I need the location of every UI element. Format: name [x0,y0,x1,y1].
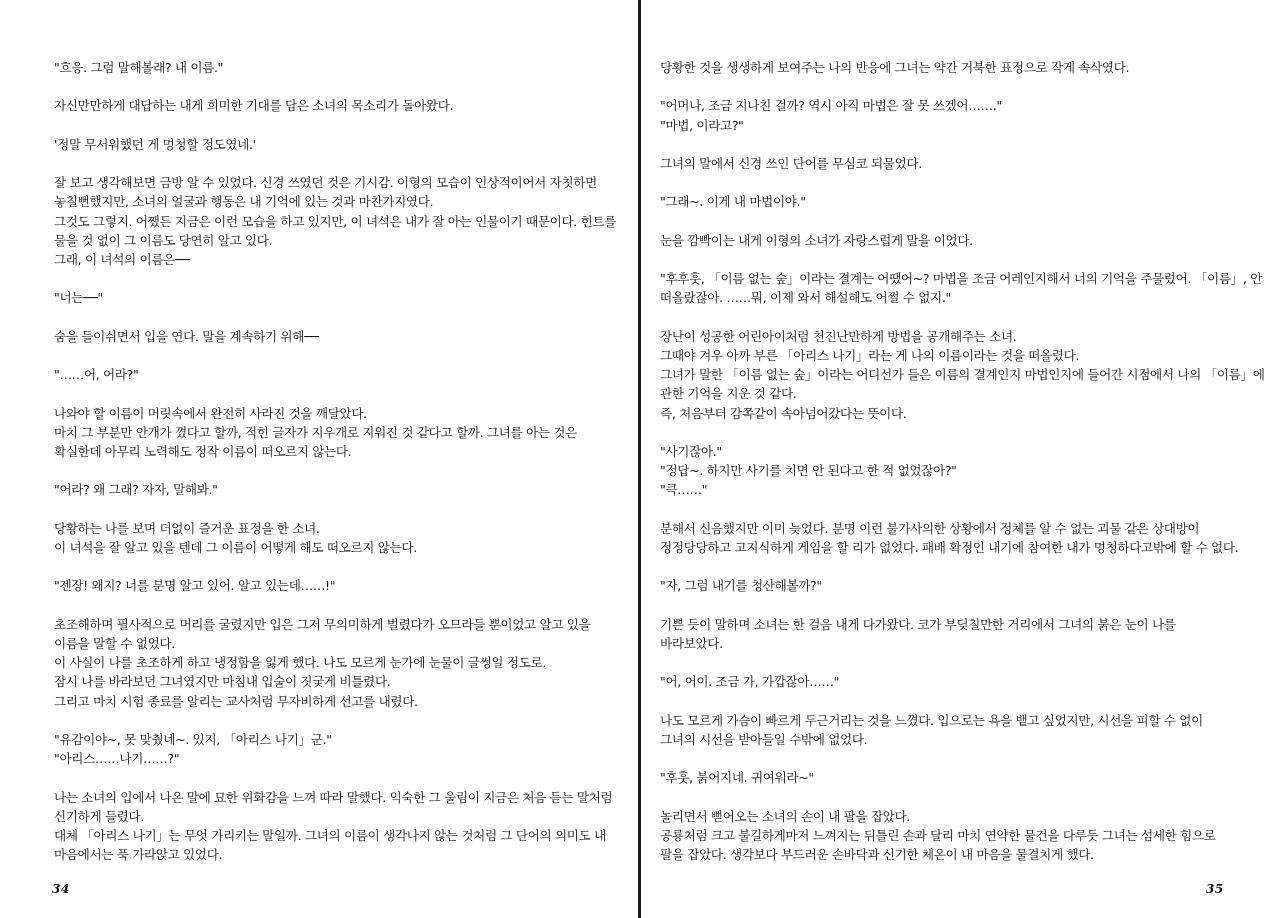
paragraph-gap [54,557,620,576]
right-page-text [660,58,1265,864]
text-line: 물을 것 없이 그 이름도 당연히 알고 있다. [54,232,273,248]
text-line: 분해서 신음했지만 이미 늦었다. 분명 이런 불가사의한 상황에서 정체를 알 수 없는 괴물 같은 상대방이 [660,520,1200,536]
text-line: 기쁜 듯이 말하며 소녀는 한 걸음 내게 다가왔다. 코가 부딪칠만한 거리에서 그녀의 붉은 눈이 나를 [660,616,1176,632]
text-line: 즉, 처음부터 감쪽같이 속아넘어갔다는 뜻이다. [660,405,907,421]
left-page-number: 34 [52,882,70,896]
text-line: "어라? 왜 그래? 자자, 말해봐." [54,482,218,498]
paragraph-gap [54,500,620,519]
text-line: 정정당당하고 고지식하게 게임을 할 리가 없었다. 패배 확정인 내기에 참여한 내가 멍청하다고밖에 할 수 없다. [660,539,1239,555]
paragraph-gap [660,308,1260,327]
paragraph-gap [660,692,1260,711]
text-line: 이 녀석을 잘 알고 있을 텐데 그 이름이 어떻게 해도 떠오르지 않는다. [54,539,417,555]
text-line: 마음에서는 푹 가라앉고 있었다. [54,847,223,863]
paragraph-gap [660,135,1260,154]
paragraph-gap [54,384,620,403]
paragraph-gap [54,269,620,288]
text-line: '정말 무서워했던 게 멍청할 정도였네.' [54,136,256,152]
paragraph-gap [54,154,620,173]
text-line: "……어, 어라?" [54,367,139,383]
text-line: 당황한 것을 생생하게 보여주는 나의 반응에 그녀는 약간 거북한 표정으로 작게 속삭였다. [660,60,1130,75]
text-line: "후후훗, 「이름 없는 숲」이라는 결계는 어땠어~? 마법을 조금 어레인지해서 너의 기억을 주물렀어. 「이름」, 안 [660,271,1263,287]
text-line: 떠올랐잖아. ……뭐, 이제 와서 해설해도 어쩔 수 없지." [660,290,951,306]
paragraph-gap [54,346,620,365]
text-line: 나와야 할 이름이 머릿속에서 완전히 사라진 것을 깨달았다. [54,405,367,421]
text-line: 나는 소녀의 입에서 나온 말에 묘한 위화감을 느껴 따라 말했다. 익숙한 그 울림이 지금은 처음 듣는 말처럼 [54,789,613,805]
text-line: "어, 어이. 조금 가, 가깝잖아……" [660,674,840,690]
paragraph-gap [54,116,620,135]
text-line: 나도 모르게 가슴이 빠르게 두근거리는 것을 느꼈다. 입으로는 욕을 뱉고 싶었지만, 시선을 피할 수 없이 [660,712,1203,728]
right-page-number: 35 [1206,882,1224,896]
text-line: 관한 기억을 지운 것 같다. [660,386,797,402]
text-line: "유감이야~, 못 맞췄네~. 있지, 「아리스 나기」군." [54,731,332,747]
paragraph-gap [660,423,1260,442]
text-line: 대체 「아리스 나기」는 무엇 가리키는 말일까. 그녀의 이름이 생각나지 않는 것처럼 그 단어의 의미도 내 [54,827,606,843]
text-line: 그리고 마치 시험 종료를 알리는 교사처럼 무자비하게 선고를 내렸다. [54,693,418,709]
text-line: "정답~. 하지만 사기를 치면 안 된다고 한 적 없었잖아?" [660,463,957,479]
text-line: "흐응. 그럼 말해볼래? 내 이름." [54,60,224,75]
text-line: "젠장! 왜지? 너를 분명 알고 있어. 알고 있는데……!" [54,578,336,594]
text-line: 당황하는 나를 보며 더없이 즐거운 표정을 한 소녀. [54,520,320,536]
text-line: "자, 그럼 내기를 청산해볼까?" [660,578,822,594]
paragraph-gap [54,461,620,480]
text-line: 눈을 깜빡이는 내게 이형의 소녀가 자랑스럽게 말을 이었다. [660,232,973,248]
text-line: 그녀가 말한 「이름 없는 숲」이라는 어디선가 들은 이름의 결계인지 마법인지에 들어간 시점에서 나의 「이름」에 [660,367,1265,383]
text-line: 초조해하며 필사적으로 머리를 굴렸지만 입은 그저 무의미하게 벌렸다가 오므라들 뿐이었고 알고 있을 [54,616,591,632]
text-line: "마법, 이라고?" [660,117,744,133]
text-line: 이 사실이 나를 초조하게 하고 냉정함을 잃게 했다. 나도 모르게 눈가에 눈물이 글썽일 정도로. [54,655,546,671]
text-line: 잘 보고 생각해보면 금방 알 수 있었다. 신경 쓰였던 것은 기시감. 이형의 모습이 인상적이어서 자칫하면 [54,175,597,191]
paragraph-gap [54,77,620,96]
text-line: 장난이 성공한 어린아이처럼 천진난만하게 방법을 공개해주는 소녀. [660,328,1017,344]
paragraph-gap [660,77,1260,96]
text-line: 그녀의 시선을 받아들일 수밖에 없었다. [660,731,868,747]
text-line: 신기하게 들렸다. [54,808,145,824]
paragraph-gap [54,768,620,787]
text-line: 놓칠뻔했지만, 소녀의 얼굴과 행동은 내 기억에 있는 것과 마찬가지였다. [54,194,434,210]
text-line: 숨을 들이쉬면서 입을 연다. 말을 계속하기 위해── [54,328,319,344]
right-page [642,0,1280,918]
text-line: 공룡처럼 크고 불길하게마저 느껴지는 뒤틀린 손과 달리 마치 연약한 물건을 다루듯 그녀는 섬세한 힘으로 [660,827,1216,843]
text-line: 놀리면서 뻗어오는 소녀의 손이 내 팔을 잡았다. [660,808,911,824]
paragraph-gap [660,212,1260,231]
text-line: 바라보았다. [660,635,723,651]
text-line: 이름을 말할 수 없었다. [54,635,175,651]
paragraph-gap [660,749,1260,768]
paragraph-gap [660,173,1260,192]
left-page [0,0,638,918]
page-gutter-divider [638,0,641,918]
text-line: "큭……" [660,482,708,498]
paragraph-gap [660,788,1260,807]
paragraph-gap [54,596,620,615]
text-line: "너는──" [54,290,103,306]
text-line: "어머나, 조금 지나친 걸까? 역시 아직 마법은 잘 못 쓰겠어……." [660,98,1002,114]
text-line: 마치 그 부분만 안개가 꼈다고 할까, 적힌 글자가 지우개로 지워진 것 같다고 할까. 그녀를 아는 것은 [54,424,577,440]
paragraph-gap [660,653,1260,672]
text-line: "그래~. 이게 내 마법이야." [660,194,806,210]
text-line: 잠시 나를 바라보던 그녀였지만 마침내 입술이 짓궂게 비틀렸다. [54,674,391,690]
paragraph-gap [660,250,1260,269]
paragraph-gap [660,500,1260,519]
text-line: 확실한데 아무리 노력해도 정작 이름이 떠오르지 않는다. [54,443,352,459]
paragraph-gap [54,308,620,327]
text-line: 그녀의 말에서 신경 쓰인 단어를 무심코 되물었다. [660,155,922,171]
text-line: 그때야 겨우 아까 부른 「아리스 나기」라는 게 나의 이름이라는 것을 떠올렸다. [660,347,1080,363]
paragraph-gap [54,711,620,730]
left-page-text [54,58,620,864]
text-line: "사기잖아." [660,443,722,459]
paragraph-gap [660,596,1260,615]
text-line: 팔을 잡았다. 생각보다 부드러운 손바닥과 신기한 체온이 내 마음을 물결치게 했다. [660,847,1094,863]
paragraph-gap [660,557,1260,576]
text-line: 그래, 이 녀석의 이름은── [54,251,190,267]
text-line: "후훗, 붉어지네. 귀여워라~" [660,770,814,786]
text-line: 그것도 그렇지. 어쨌든 지금은 이런 모습을 하고 있지만, 이 녀석은 내가 잘 아는 인물이기 때문이다. 힌트를 [54,213,617,229]
text-line: 자신만만하게 대답하는 내게 희미한 기대를 담은 소녀의 목소리가 돌아왔다. [54,98,454,114]
text-line: "아리스……나기……?" [54,751,180,767]
